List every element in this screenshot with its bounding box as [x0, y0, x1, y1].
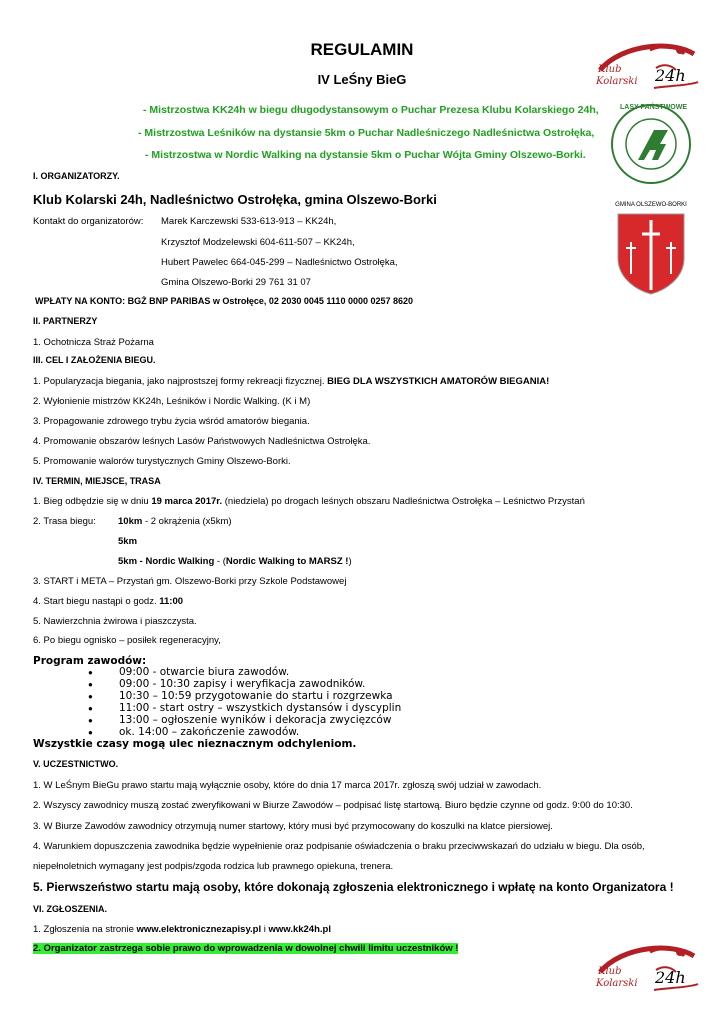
- section-heading: II. PARTNERZY: [33, 316, 98, 326]
- list-item: [33, 376, 549, 387]
- section-heading: I. ORGANIZATORZY.: [33, 171, 120, 181]
- contact-item: Marek Karczewski 533-613-913 – KK24h,: [161, 216, 337, 227]
- route-item: [118, 556, 352, 567]
- start-time: 11:00: [159, 596, 184, 607]
- program-item: 11:00 - start ostry – wszystkich dystansów i dyscyplin: [119, 702, 402, 714]
- list-item: 4. Warunkiem dopuszczenia zawodnika będzie wypełnienie oraz podpisanie oświadczenia o braku przeciwwskazań do udziału w biegu. Dla osób,: [33, 841, 645, 852]
- list-item: [33, 943, 458, 954]
- route-detail: ): [348, 556, 352, 567]
- route-distance: 10km: [118, 516, 143, 527]
- club-logo-text: Klub: [598, 966, 622, 977]
- section-heading: VI. ZGŁOSZENIA.: [33, 904, 108, 914]
- section-heading: III. CEL I ZAŁOŻENIA BIEGU.: [33, 355, 156, 365]
- lasy-logo-text: LASY PAŃSTWOWE: [620, 104, 688, 111]
- list-item: 3. W Biurze Zawodów zawodnicy otrzymują numer startowy, który musi być przymocowany do koszulki na klatce piersiowej.: [33, 821, 553, 832]
- event-date: 19 marca 2017r.: [151, 496, 223, 507]
- contact-item: Gmina Olszewo-Borki 29 761 31 07: [161, 277, 311, 288]
- highlighted-notice: 2. Organizator zastrzega sobie prawo do wprowadzenia w dowolnej chwili limitu uczestników !: [33, 943, 459, 954]
- club-logo-24h: 24h: [655, 66, 686, 85]
- list-item: 1. Ochotnicza Straż Pożarna: [33, 337, 154, 348]
- bullet-icon: ●: [88, 692, 93, 701]
- club-logo: [592, 40, 702, 92]
- page-subtitle: IV LeŚny BieG: [317, 72, 407, 87]
- organizers-line: Klub Kolarski 24h, Nadleśnictwo Ostrołęka, gmina Olszewo-Borki: [33, 192, 437, 207]
- list-item-continuation: niepełnoletnich wymagany jest podpis/zgoda rodzica lub prawnego opiekuna, trenera.: [33, 861, 394, 872]
- list-item: 2. Wyłonienie mistrzów KK24h, Leśników i Nordic Walking. (K i M): [33, 396, 311, 407]
- list-item: [33, 496, 585, 507]
- bullet-icon: ●: [88, 668, 93, 677]
- club-website-link[interactable]: www.kk24h.pl: [268, 924, 331, 935]
- list-item: 6. Po biegu ognisko – posiłek regeneracyjny,: [33, 635, 221, 646]
- route-distance: 5km - Nordic Walking: [118, 556, 215, 567]
- contact-item: Hubert Pawelec 664-045-299 – Nadleśnictwo Ostrołęka,: [161, 257, 398, 268]
- program-note: Wszystkie czasy mogą ulec nieznacznym odchyleniom.: [33, 738, 357, 750]
- goal-line: - Mistrzostwa KK24h w biegu długodystansowym o Puchar Prezesa Klubu Kolarskiego 24h,: [143, 104, 599, 116]
- lasy-tree-emblem-icon: [610, 98, 692, 190]
- list-item: 3. START i META – Przystań gm. Olszewo-Borki przy Szkole Podstawowej: [33, 576, 347, 587]
- contact-label: Kontakt do organizatorów:: [33, 216, 144, 227]
- list-item-text: 4. Start biegu nastąpi o godz.: [33, 596, 160, 607]
- program-item: 10:30 – 10:59 przygotowanie do startu i rozgrzewka: [119, 690, 393, 702]
- club-logo-text: Kolarski: [596, 978, 638, 989]
- priority-note: 5. Pierwszeństwo startu mają osoby, które dokonają zgłoszenia elektronicznego i wpłatę na konto Organizatora !: [33, 880, 674, 894]
- program-item: 09:00 - otwarcie biura zawodów.: [119, 666, 290, 678]
- list-item-text: (niedziela) po drogach leśnych obszaru Nadleśnictwa Ostrołęka – Leśnictwo Przystań: [222, 496, 585, 507]
- payment-info: WPŁATY NA KONTO: BGŻ BNP PARIBAS w Ostrołęce, 02 2030 0045 1110 0000 0257 8620: [35, 296, 414, 306]
- club-logo-24h: 24h: [655, 968, 686, 987]
- bullet-icon: ●: [88, 716, 93, 725]
- bullet-icon: ●: [88, 680, 93, 689]
- route-detail: - (: [214, 556, 226, 567]
- contact-item: Krzysztof Modzelewski 604-611-507 – KK24h,: [161, 237, 355, 248]
- program-item: 13:00 – ogłoszenie wyników i dekoracja zwycięzców: [119, 714, 392, 726]
- list-item: 2. Wszyscy zawodnicy muszą zostać zweryfikowani w Biurze Zawodów – podpisać listę startową. Biuro będzie czynne od godz. 9:00 do 10:30.: [33, 800, 633, 811]
- route-detail: - 2 okrążenia (x5km): [142, 516, 232, 527]
- club-logo-text: Klub: [598, 64, 622, 75]
- list-item: 5. Nawierzchnia żwirowa i piaszczysta.: [33, 616, 197, 627]
- club-logo-footer: [592, 942, 702, 994]
- shield-icon: [616, 212, 686, 296]
- bullet-icon: ●: [88, 704, 93, 713]
- list-item: 4. Promowanie obszarów leśnych Lasów Państwowych Nadleśnictwa Ostrołęka.: [33, 436, 371, 447]
- list-item-emphasis: BIEG DLA WSZYSTKICH AMATORÓW BIEGANIA!: [327, 376, 550, 387]
- gmina-coat-of-arms: [612, 202, 690, 297]
- section-heading: IV. TERMIN, MIEJSCE, TRASA: [33, 476, 161, 486]
- list-item: 5. Promowanie walorów turystycznych Gminy Olszewo-Borki.: [33, 456, 291, 467]
- list-item-text: 1. Bieg odbędzie się w dniu: [33, 496, 152, 507]
- list-item-text: i: [261, 924, 269, 935]
- goal-line: - Mistrzostwa Leśników na dystansie 5km o Puchar Nadleśniczego Nadleśnictwa Ostrołęka,: [138, 127, 595, 139]
- section-heading: V. UCZESTNICTWO.: [33, 759, 119, 769]
- registration-link[interactable]: www.elektronicznezapisy.pl: [136, 924, 262, 935]
- route-item: 5km: [118, 536, 138, 547]
- list-item: [33, 924, 331, 935]
- route-item: [118, 516, 232, 527]
- list-item: 1. W LeŚnym BieGu prawo startu mają wyłącznie osoby, które do dnia 17 marca 2017r. zgłoszą swój udział w zawodach.: [33, 780, 542, 791]
- list-item-text: 1. Zgłoszenia na stronie: [33, 924, 137, 935]
- list-item: 3. Propagowanie zdrowego trybu życia wśród amatorów biegania.: [33, 416, 310, 427]
- list-item: [33, 596, 183, 607]
- list-item-text: 1. Popularyzacja biegania, jako najprostszej formy rekreacji fizycznej.: [33, 376, 328, 387]
- program-item: ok. 14:00 – zakończenie zawodów.: [119, 726, 300, 738]
- program-item: 09:00 - 10:30 zapisy i weryfikacja zawodników.: [119, 678, 366, 690]
- bullet-icon: ●: [88, 728, 93, 737]
- route-note: Nordic Walking to MARSZ !: [225, 556, 349, 567]
- program-heading: Program zawodów:: [33, 655, 147, 667]
- page-title: REGULAMIN: [310, 40, 414, 59]
- gmina-logo-text: GMINA OLSZEWO-BORKI: [615, 202, 687, 208]
- goal-line: - Mistrzostwa w Nordic Walking na dystansie 5km o Puchar Wójta Gminy Olszewo-Borki.: [145, 149, 586, 161]
- route-label: 2. Trasa biegu:: [33, 516, 96, 527]
- club-logo-text: Kolarski: [596, 76, 638, 87]
- lasy-panstwowe-logo: [610, 98, 692, 190]
